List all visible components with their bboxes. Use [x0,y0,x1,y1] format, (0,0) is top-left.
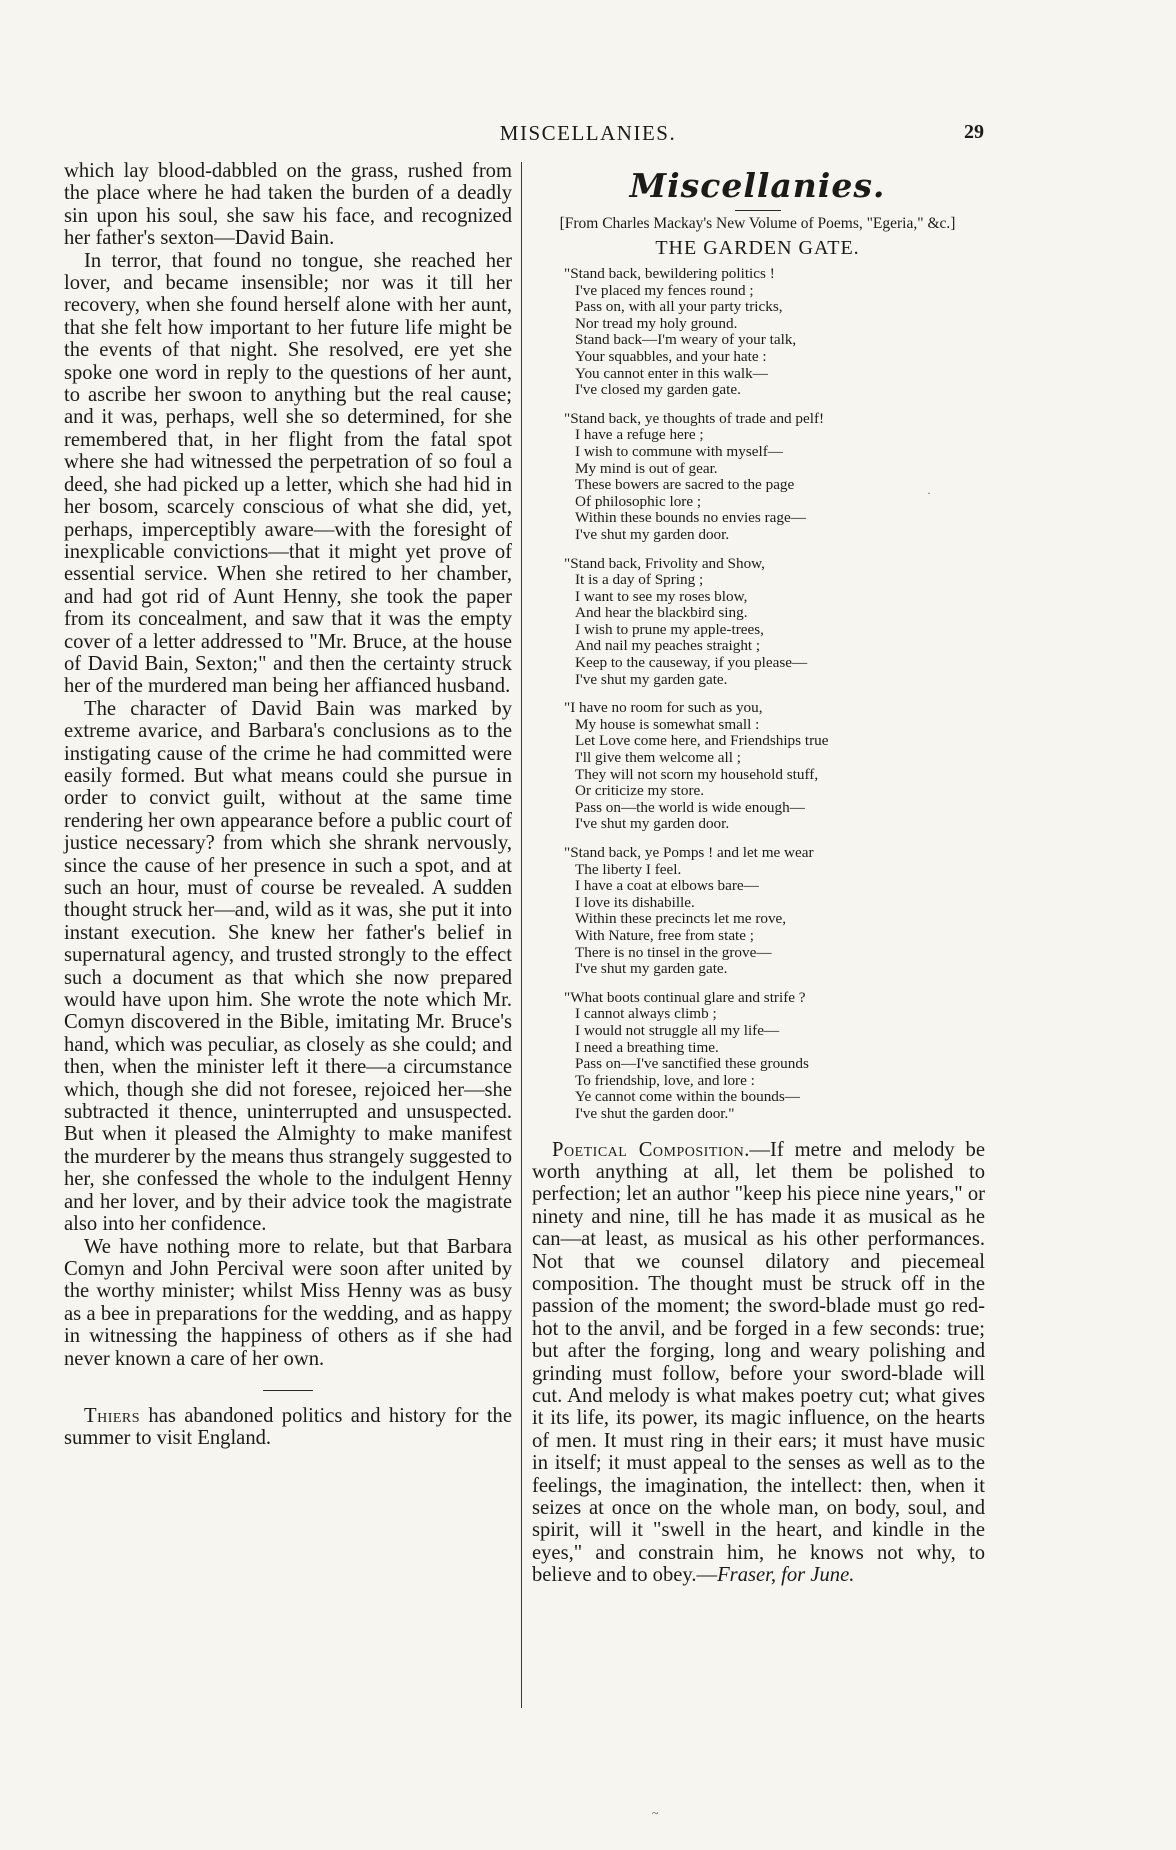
poem-line: I want to see my roses blow, [575,587,748,605]
stray-mark: ~ [652,1806,659,1820]
poetical-composition-text: .—If metre and melody be worth anything at all, let them be polished to perfection; let an author "keep his piece nine years," or ninety and nine, till he has made it as musical as he can—at least, as musical as his other performances. Not that we counsel dilatory and piecemeal composition. The thought must be struck off in the passion of the moment; the sword-blade must go red-hot to the anvil, and be forged in a few seconds: true; but after the forging, long and weary polishing and grinding must follow, before your sword-blade will cut. And melody is what makes poetry cut; what gives it its life, its power, its magic influence, on the hearts of men. It must ring in their ears; it must have music in itself; it must appeal to the senses as well as to the feelings, the imagination, the intellect: then, when it seizes at once on the whole man, on body, soul, and spirit, will it "swell in the heart, and kindle in the eyes," and constrain him, he knows not why, to believe and to obey.— [532,1138,985,1587]
poem-line: Pass on—I've sanctified these grounds [575,1055,809,1073]
heading-rule [735,210,781,211]
poem-line: Let Love come here, and Friendships true [575,732,829,750]
poem-line: I've closed my garden gate. [575,381,741,399]
poem-line: Or criticize my store. [575,782,705,800]
poem-line: I've shut the garden door." [575,1104,735,1122]
poem-line: These bowers are sacred to the page [575,476,795,494]
poem-stanza [564,266,985,399]
poem-line: Of philosophic lore ; [575,492,702,510]
poem-line: I love its dishabille. [575,893,695,911]
poem-line: I've shut my garden door. [575,815,730,833]
poem-line: I've placed my fences round ; [575,281,754,299]
thiers-lead: Thiers [84,1404,141,1427]
poem-line: It is a day of Spring ; [575,571,704,589]
poem-line: "Stand back, ye thoughts of trade and pelf! [564,409,825,427]
poem-line: I have a coat at elbows bare— [575,877,759,895]
poem-line: I wish to prune my apple-trees, [575,620,764,638]
poem-line: I've shut my garden gate. [575,960,728,978]
poem-line: I wish to commune with myself— [575,442,783,460]
poem-source-note: [From Charles Mackay's New Volume of Poems, "Egeria," &c.] [559,215,956,232]
poem-line: You cannot enter in this walk— [575,364,768,382]
poem-stanza [564,700,985,833]
poetical-composition-lead: Poetical Composition [552,1138,745,1161]
poem-line: Stand back—I'm weary of your talk, [575,331,797,349]
poem-line: I need a breathing time. [575,1038,719,1056]
poem-line: Your squabbles, and your hate : [575,347,767,365]
poem-line: "Stand back, ye Pomps ! and let me wear [564,844,814,861]
poem-stanza [564,556,985,689]
column-divider [521,162,522,1708]
poem-line: I cannot always climb ; [575,1005,717,1023]
left-column [64,160,512,1450]
running-head [0,121,1176,151]
poetical-composition-paragraph [532,1139,985,1587]
poem-line: "Stand back, Frivolity and Show, [564,554,765,572]
poem-line: My house is somewhat small : [575,715,760,733]
thiers-text: has abandoned politics and history for the summer to visit England. [64,1404,512,1450]
poem-line: Nor tread my holy ground. [575,314,738,332]
poem-line: To friendship, love, and lore : [575,1071,755,1089]
poem-line: I would not struggle all my life— [575,1021,780,1039]
section-divider [263,1390,313,1391]
poem-line: Pass on, with all your party tricks, [575,298,783,316]
poem-body [530,266,985,1123]
poem-line: Keep to the causeway, if you please— [575,654,808,672]
stray-mark: · [927,486,931,500]
poem-line: I have a refuge here ; [575,426,704,444]
poem-line: And hear the blackbird sing. [575,604,748,622]
miscellanies-heading: Miscellanies. [629,166,886,205]
running-head-title: MISCELLANIES. [499,121,677,145]
poem-line: My mind is out of gear. [575,459,718,477]
poetical-composition-citation: Fraser, for June. [717,1564,855,1587]
poem-line: I'll give them welcome all ; [575,749,741,767]
thiers-note [64,1405,512,1450]
poem-line: "What boots continual glare and strife ? [564,988,806,1006]
poem-stanza [564,845,985,978]
story-paragraph: We have nothing more to relate, but that Barbara Comyn and John Percival were soon after united by the worthy minister; whilst Miss Henny was as busy as a bee in preparations for the wedding, and as happy in witnessing the happiness of others as if she had never known a care of her own. [64,1235,512,1370]
right-column [530,160,985,1587]
story-paragraph: In terror, that found no tongue, she reached her lover, and became insensible; nor was it till her recovery, when she found herself alone with her aunt, that she felt how important to her future life might be the events of that night. She resolved, ere yet she spoke one word in reply to the questions of her aunt, to ascribe her swoon to anything but the real cause; and it was, perhaps, well she so determined, for she remembered that, in her flight from the fatal spot where she had witnessed the perpetration of so foul a deed, she had picked up a letter, which she had hid in her bosom, scarcely conscious of what she did, yet, perhaps, imperceptibly aware—with the foresight of inexplicable convictions—that it might yet prove of essential service. When she retired to her chamber, and had got rid of Aunt Henny, she took the paper from its concealment, and saw that it was the empty cover of a letter addressed to "Mr. Bruce, at the house of David Bain, Sexton;" and then the certainty struck her of the murdered man being her affianced husband. [64,249,512,698]
poem-line: Ye cannot come within the bounds— [575,1088,800,1106]
poem-line: The liberty I feel. [575,860,682,878]
poem-line: I've shut my garden gate. [575,670,728,688]
poem-stanza [564,990,985,1123]
story-paragraph: which lay blood-dabbled on the grass, rushed from the place where he had taken the burden of a deadly sin upon his soul, she saw his face, and recognized her father's sexton—David Bain. [64,160,512,250]
poem-line: Within these bounds no envies rage— [575,509,806,527]
poem-line: With Nature, free from state ; [575,926,755,944]
poem-line: There is no tinsel in the grove— [575,943,772,961]
poem-line: "Stand back, bewildering politics ! [564,265,775,282]
poem-line: And nail my peaches straight ; [575,637,761,655]
story-paragraph: The character of David Bain was marked by extreme avarice, and Barbara's conclusions as to the instigating cause of the crime he had committed were easily formed. But what means could she pursue in order to convict guilt, without at the same time rendering her own appearance before a public court of justice necessary? from which she shrank nervously, since the cause of her presence in such a spot, and at such an hour, must of course be revealed. A sudden thought struck her—and, wild as it was, she put it into instant execution. She knew her father's belief in supernatural agency, and trusted strongly to the effect such a document as that which she now prepared would have upon him. She wrote the note which Mr. Comyn discovered in the Bible, imitating Mr. Bruce's hand, which was peculiar, as closely as she could; and then, when the minister left it there—a circumstance which, though she did not foresee, rejoiced her—she subtracted it thence, uninterrupted and unsuspected. But when it pleased the Almighty to make manifest the murderer by the means thus strangely suggested to her, she confessed the whole to the indulgent Henny and her lover, and by their advice took the magistrate also into her confidence. [64,697,512,1236]
poem-line: They will not scorn my household stuff, [575,765,819,783]
poem-line: "I have no room for such as you, [564,699,763,717]
poem-stanza [564,411,985,544]
poem-line: Pass on—the world is wide enough— [575,798,805,816]
poem-line: I've shut my garden door. [575,525,730,543]
page-number: 29 [964,121,984,143]
poem-title: THE GARDEN GATE. [655,237,860,259]
poem-line: Within these precincts let me rove, [575,910,787,928]
